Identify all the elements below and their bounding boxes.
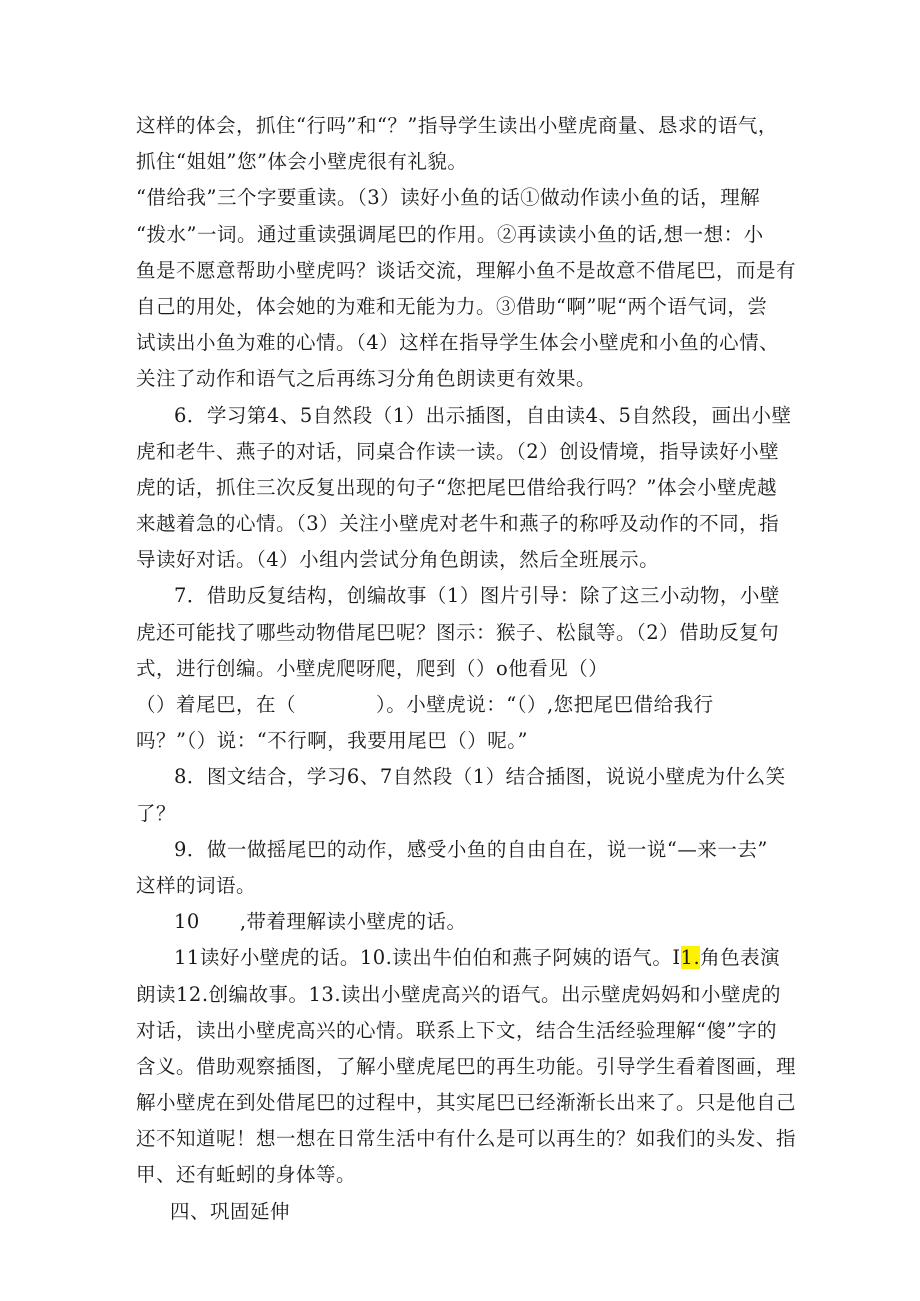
text-line: 对话，读出小壁虎高兴的心情。联系上下文，结合生活经验理解“傻”字的: [136, 1018, 777, 1042]
text-line: 解小壁虎在到处借尾巴的过程中，其实尾巴已经渐渐长出来了。只是他自己: [136, 1091, 797, 1115]
text-line: 虎还可能找了哪些动物借尾巴呢？图示：猴子、松鼠等。（2）借助反复句: [136, 620, 780, 644]
text-segment: 角色表演: [700, 946, 781, 970]
highlight-mark: 1.: [680, 946, 701, 970]
text-line: 了？: [136, 801, 177, 825]
text-line: 6．学习第4、5自然段（1）出示插图，自由读4、5自然段，画出小壁: [174, 403, 792, 427]
text-line: “借给我”三个字要重读。（3）读好小鱼的话①做动作读小鱼的话，理解: [136, 186, 761, 210]
text-line: 试读出小鱼为难的心情。（4）这样在指导学生体会小壁虎和小鱼的心情、: [136, 331, 780, 355]
text-line: （）着尾巴，在（ ）。小壁虎说：“（）,您把尾巴借给我行: [136, 693, 714, 716]
text-line: 10 ,带着理解读小壁虎的话。: [174, 910, 467, 934]
text-line: 导读好对话。（4）小组内尝试分角色朗读，然后全班展示。: [136, 548, 660, 572]
text-line: 甲、还有蚯蚓的身体等。: [136, 1163, 357, 1187]
text-line: 朗读12.创编故事。13.读出小壁虎高兴的语气。出示壁虎妈妈和小壁虎的: [136, 982, 782, 1006]
text-line: 9．做一做摇尾巴的动作，感受小鱼的自由自在，说一说“—来一去”: [174, 837, 768, 861]
text-line: 自己的用处，体会她的为难和无能为力。③借助“啊”呢“两个语气词，尝: [136, 294, 768, 318]
text-line: 8．图文结合，学习6、7自然段（1）结合插图，说说小壁虎为什么笑: [174, 765, 786, 789]
text-line: 吗？”（）说：“不行啊，我要用尾巴（）呢。”: [136, 729, 528, 753]
text-line: 含义。借助观察插图，了解小壁虎尾巴的再生功能。引导学生看着图画，理: [136, 1054, 797, 1078]
text-line: 鱼是不愿意帮助小壁虎吗？谈话交流，理解小鱼不是故意不借尾巴，而是有: [136, 258, 797, 282]
document-page: [136, 108, 796, 1230]
text-segment: 11读好小壁虎的话。10.读出牛伯伯和燕子阿姨的语气。I: [174, 946, 681, 970]
text-line: 这样的体会，抓住“行吗”和“？”指导学生读出小壁虎商量、恳求的语气，: [136, 114, 778, 137]
text-line: 虎和老牛、燕子的对话，同桌合作读一读。（2）创设情境，指导读好小壁: [136, 439, 780, 463]
text-line: 抓住“姐姐”您”体会小壁虎很有礼貌。: [136, 150, 468, 174]
text-line: 虎的话，抓住三次反复出现的句子“您把尾巴借给我行吗？”体会小壁虎越: [136, 475, 777, 499]
text-line: 式，进行创编。小壁虎爬呀爬，爬到（）o他看见（）: [136, 656, 609, 680]
section-heading: 四、巩固延伸: [170, 1199, 291, 1223]
text-line: “拨水”一词。通过重读强调尾巴的作用。②再读读小鱼的话,想一想：小: [136, 222, 764, 246]
text-line: 7．借助反复结构，创编故事（1）图片引导：除了这三小动物，小壁: [174, 584, 780, 608]
text-line: 还不知道呢！想一想在日常生活中有什么是可以再生的？如我们的头发、指: [136, 1127, 797, 1151]
text-line-highlighted: [136, 940, 796, 976]
text-line: 关注了动作和语气之后再练习分角色朗读更有效果。: [136, 367, 597, 391]
text-line: 来越着急的心情。（3）关注小壁虎对老牛和燕子的称呼及动作的不同，指: [136, 512, 780, 536]
text-line: 这样的词语。: [136, 873, 257, 897]
